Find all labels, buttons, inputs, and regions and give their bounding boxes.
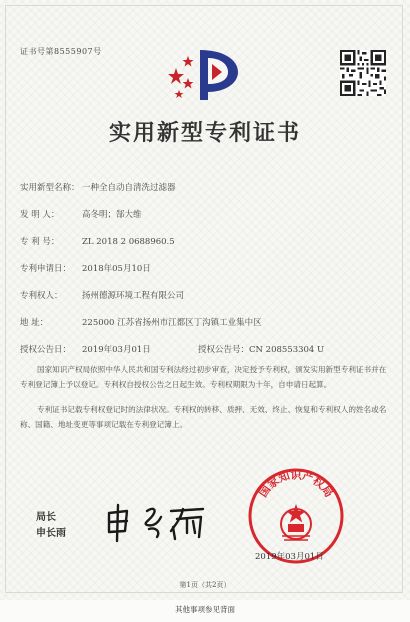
address-value: 225000 江苏省扬州市江都区丁沟镇工业集中区 xyxy=(82,318,262,328)
patentee-label: 专利权人： xyxy=(20,291,63,301)
page-number: 第1页（共2页） xyxy=(179,581,231,589)
grant-number-value: CN 208553304 U xyxy=(249,345,325,355)
filing-date-label: 专利申请日： xyxy=(20,264,72,274)
seal-date: 2019年03月01日 xyxy=(255,552,324,562)
qr-code-icon xyxy=(340,50,386,96)
grant-number-label: 授权公告号： xyxy=(198,345,250,355)
inventor-label: 发 明 人： xyxy=(20,210,60,220)
patentee-value: 扬州德源环境工程有限公司 xyxy=(82,291,185,301)
address-label: 地 址： xyxy=(20,318,49,328)
inventor-value: 高冬明；郜大维 xyxy=(82,210,142,220)
patent-number-label: 专 利 号： xyxy=(20,237,60,247)
filing-date-value: 2018年05月10日 xyxy=(82,264,151,274)
patentee-row xyxy=(20,289,184,301)
utility-model-name-row xyxy=(20,181,176,193)
patent-number-row xyxy=(20,235,175,247)
svg-text:国家知识产权局 xyxy=(256,468,336,500)
grant-row xyxy=(20,343,324,355)
name-value: 一种全自动自清洗过滤器 xyxy=(82,183,176,193)
director-title: 局长 xyxy=(36,512,56,523)
director-signature-icon xyxy=(103,503,213,543)
address-row xyxy=(20,316,262,328)
grant-statement-paragraph: 国家知识产权局依照中华人民共和国专利法经过初步审查，决定授予专利权，颁发实用新型专利证书并在专利登记簿上予以登记。专利权自授权公告之日起生效。专利权期限为十年，自申请日起算。 xyxy=(20,365,387,389)
grant-date-label: 授权公告日： xyxy=(20,345,72,355)
name-label: 实用新型名称： xyxy=(20,183,80,193)
certificate-number: 证书号第8555907号 xyxy=(20,47,102,56)
grant-date-value: 2019年03月01日 xyxy=(82,345,151,355)
seal-text: 国家知识产权局 xyxy=(256,468,336,500)
patent-number-value: ZL 2018 2 0688960.5 xyxy=(82,237,175,247)
footer-note: 其他事项参见背面 xyxy=(175,605,235,614)
director-name: 申长雨 xyxy=(36,528,66,539)
legal-status-paragraph: 专利证书记载专利权登记时的法律状况。专利权的转移、质押、无效、终止、恢复和专利权人的姓名或名称、国籍、地址变更等事项记载在专利登记簿上。 xyxy=(20,405,387,429)
inventor-row xyxy=(20,208,142,220)
cnipa-logo-icon xyxy=(168,46,244,102)
filing-date-row xyxy=(20,262,151,274)
certificate-title: 实用新型专利证书 xyxy=(108,120,301,146)
